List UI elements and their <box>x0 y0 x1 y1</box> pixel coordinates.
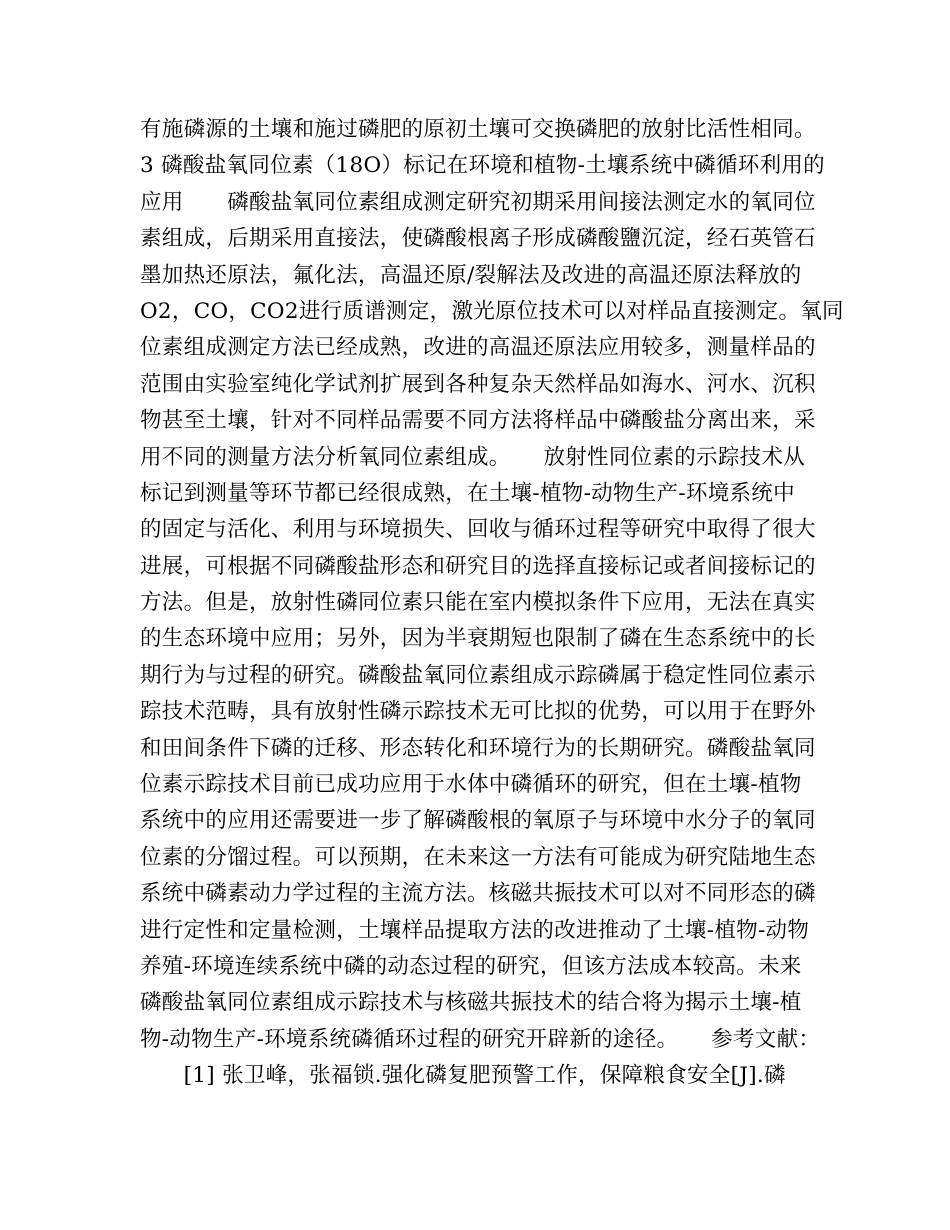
document-body <box>140 112 844 1095</box>
text-line: 进展，可根据不同磷酸盐形态和研究目的选择直接标记或者间接标记的 <box>140 553 816 579</box>
text-line: 的固定与活化、利用与环境损失、回收与循环过程等研究中取得了很大 <box>140 517 816 543</box>
text-line: 物-动物生产-环境系统磷循环过程的研究开辟新的途径。 参考文献： <box>140 1026 821 1052</box>
text-line: 位素组成测定方法已经成熟，改进的高温还原法应用较多，测量样品的 <box>140 335 816 361</box>
text-line: 标记到测量等环节都已经很成熟，在土壤-植物-动物生产-环境系统中 <box>140 480 795 506</box>
text-line: 期行为与过程的研究。磷酸盐氧同位素组成示踪磷属于稳定性同位素示 <box>140 662 816 688</box>
text-line: 进行定性和定量检测，土壤样品提取方法的改进推动了土壤-植物-动物 <box>140 917 810 943</box>
text-line: 有施磷源的土壤和施过磷肥的原初土壤可交换磷肥的放射比活性相同。 <box>140 117 816 142</box>
text-line: O2，CO，CO2进行质谱测定，激光原位技术可以对样品直接测定。氧同 <box>140 298 844 324</box>
text-line: 踪技术范畴，具有放射性磷示踪技术无可比拟的优势，可以用于在野外 <box>140 699 816 725</box>
text-line: 范围由实验室纯化学试剂扩展到各种复杂天然样品如海水、河水、沉积 <box>140 371 816 397</box>
text-line: 物甚至土壤，针对不同样品需要不同方法将样品中磷酸盐分离出来，采 <box>140 408 816 434</box>
text-line: 养殖-环境连续系统中磷的动态过程的研究，但该方法成本较高。未来 <box>140 953 802 979</box>
text-line: 系统中的应用还需要进一步了解磷酸根的氧原子与环境中水分子的氧同 <box>140 808 816 834</box>
text-line: 位素示踪技术目前已成功应用于水体中磷循环的研究，但在土壤-植物 <box>140 772 802 798</box>
text-line: 素组成，后期采用直接法，使磷酸根离子形成磷酸鹽沉淀，经石英管石 <box>140 226 816 252</box>
reference-line: [1] 张卫峰，张福锁.强化磷复肥预警工作，保障粮食安全[J].磷 <box>140 1063 786 1089</box>
text-line: 的生态环境中应用；另外，因为半衰期短也限制了磷在生态系统中的长 <box>140 626 816 652</box>
text-line: 和田间条件下磷的迁移、形态转化和环境行为的长期研究。磷酸盐氧同 <box>140 735 816 761</box>
text-line: 用不同的测量方法分析氧同位素组成。 放射性同位素的示踪技术从 <box>140 444 806 470</box>
text-line: 方法。但是，放射性磷同位素只能在室内模拟条件下应用，无法在真实 <box>140 590 816 616</box>
text-line: 系统中磷素动力学过程的主流方法。核磁共振技术可以对不同形态的磷 <box>140 881 816 907</box>
text-line: 位素的分馏过程。可以预期，在未来这一方法有可能成为研究陆地生态 <box>140 844 816 870</box>
text-line: 墨加热还原法，氟化法，高温还原/裂解法及改进的高温还原法释放的 <box>140 262 802 288</box>
text-line: 应用 磷酸盐氧同位素组成测定研究初期采用间接法测定水的氧同位 <box>140 189 816 215</box>
text-line: 磷酸盐氧同位素组成示踪技术与核磁共振技术的结合将为揭示土壤-植 <box>140 990 802 1016</box>
section-heading-line: 3 磷酸盐氧同位素（18O）标记在环境和植物-土壤系统中磷循环利用的 <box>140 153 825 179</box>
